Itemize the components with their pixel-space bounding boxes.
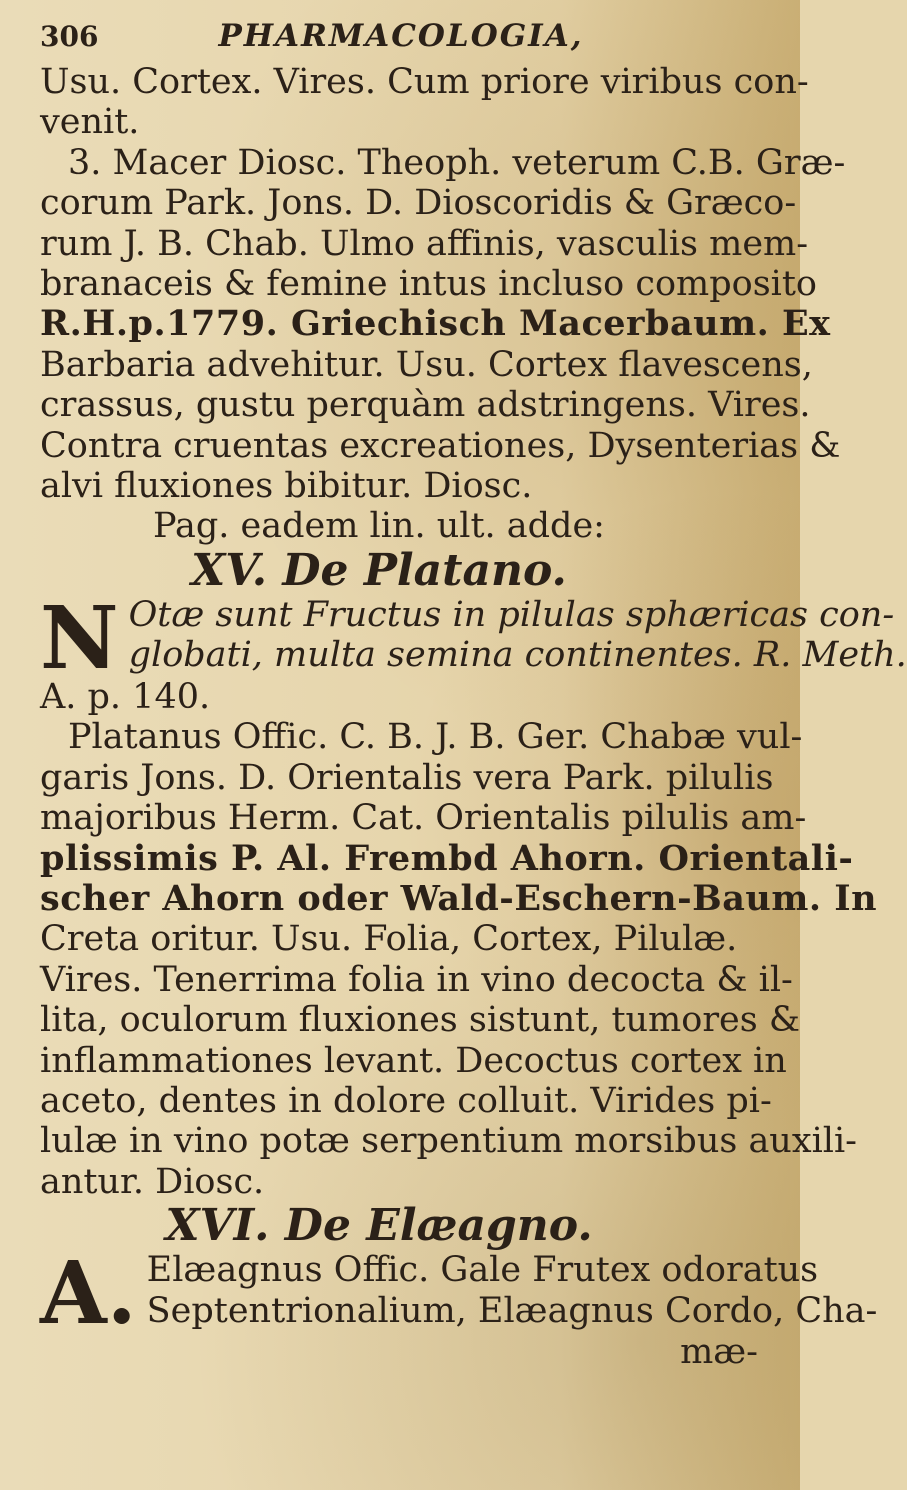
text-line: scher Ahorn oder Wald-Eschern-Baum. In [40, 877, 878, 919]
text-line: Elæagnus Offic. Gale Frutex odoratus [146, 1250, 819, 1291]
text-line: mæ- [680, 1332, 758, 1373]
paragraph-elaeagno [40, 1243, 878, 1373]
text-line: R.H.p.1779. Griechisch Macerbaum. Ex [40, 303, 831, 345]
section-title: XVI. De Elæagno. [165, 1200, 593, 1252]
dropcap-n: N [40, 587, 119, 689]
text-line: inflammationes levant. Decoctus cortex in [40, 1040, 787, 1081]
text-line: venit. [40, 102, 140, 143]
page-number: 306 [40, 20, 99, 53]
text-line: lita, oculorum fluxiones sistunt, tumores & [40, 1000, 801, 1041]
text-line: alvi fluxiones bibitur. Diosc. [40, 466, 533, 507]
dropcap-a: A. [40, 1243, 137, 1345]
text-line: majoribus Herm. Cat. Orientalis pilulis am- [40, 798, 807, 839]
paragraph-platano [40, 587, 907, 717]
text-line: garis Jons. D. Orientalis vera Park. pilulis [40, 757, 774, 798]
text-line: globati, multa semina continentes. R. Meth. [128, 635, 907, 676]
text-line: Contra cruentas excreationes, Dysenterias & [40, 425, 841, 466]
text-line: Platanus Offic. C. B. J. B. Ger. Chabæ vul- [68, 717, 803, 758]
text-line: lulæ in vino potæ serpentium morsibus auxili- [40, 1121, 857, 1162]
text-line: Otæ sunt Fructus in pilulas sphæricas con- [128, 594, 895, 635]
text-line: aceto, dentes in dolore colluit. Virides pi- [40, 1080, 772, 1121]
running-head: PHARMACOLOGIA, [218, 18, 584, 54]
text-line: Usu. Cortex. Vires. Cum priore viribus con- [40, 62, 809, 102]
text-line: Vires. Tenerrima folia in vino decocta & il- [40, 959, 793, 1000]
text-line: rum J. B. Chab. Ulmo affinis, vasculis mem- [40, 223, 809, 264]
text-line: antur. Diosc. [40, 1161, 265, 1202]
text-line: Creta oritur. Usu. Folia, Cortex, Pilulæ. [40, 919, 738, 960]
text-line: A. p. 140. [40, 676, 211, 717]
text-line: branaceis & femine intus incluso composito [40, 264, 818, 305]
text-line: Barbaria advehitur. Usu. Cortex flavescens, [40, 344, 813, 385]
section-title: XV. De Platano. [191, 544, 567, 596]
text-line: Septentrionalium, Elæagnus Cordo, Cha- [146, 1290, 878, 1331]
text-line: crassus, gustu perquàm adstringens. Vires. [40, 385, 811, 426]
text-line: plissimis P. Al. Frembd Ahorn. Orientali- [40, 837, 854, 879]
text-line: Pag. eadem lin. ult. adde: [153, 506, 605, 547]
text-line: corum Park. Jons. D. Dioscoridis & Græco- [40, 183, 797, 224]
text-line: 3. Macer Diosc. Theoph. veterum C.B. Græ- [68, 142, 846, 183]
page-header [40, 18, 778, 54]
